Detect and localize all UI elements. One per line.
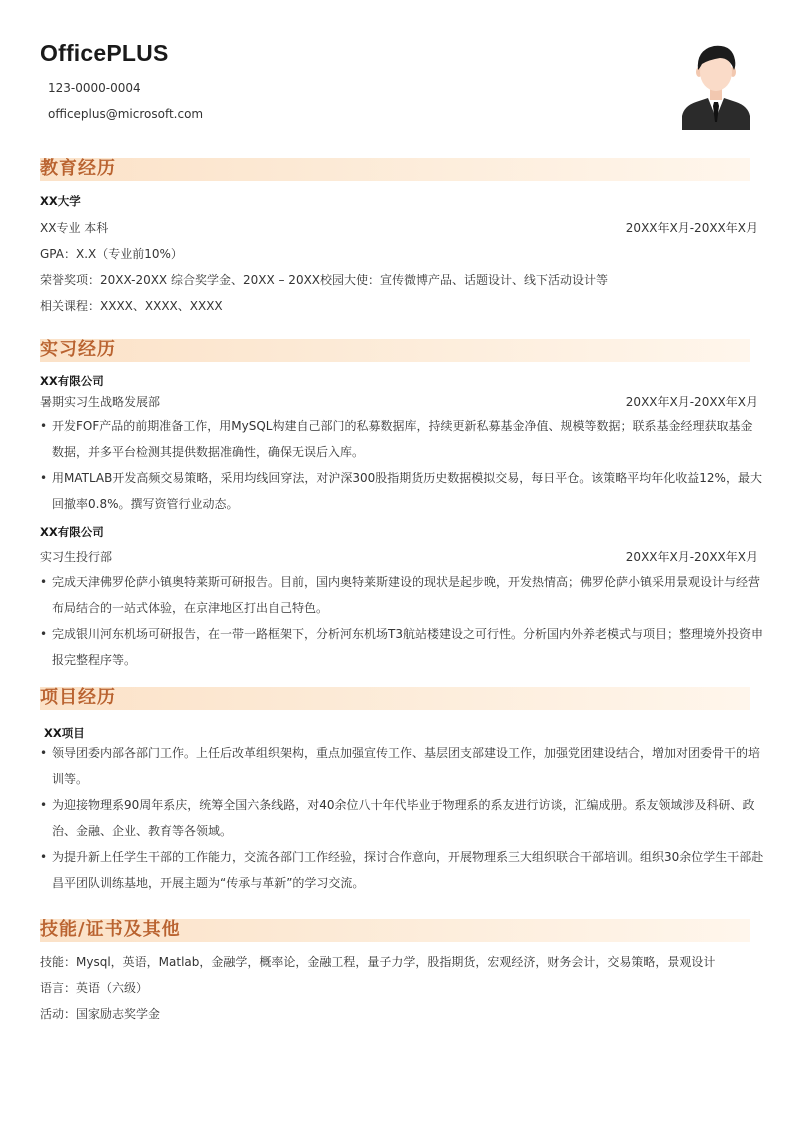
internship-section-title: 实习经历 [40, 339, 116, 360]
honors-line: 荣誉奖项：20XX-20XX 综合奖学金、20XX – 20XX校园大使：宣传微博产品、话题设计、线下活动设计等 [40, 273, 609, 287]
courses-line: 相关课程：XXXX、XXXX、XXXX [40, 299, 223, 313]
bullet-text: 为迎接物理系90周年系庆，统筹全国六条线路，对40余位八十年代毕业于物理系的系友进行访谈，汇编成册。系友领域涉及科研、政治、金融、企业、教育等各领域。 [52, 798, 755, 838]
job-role: 暑期实习生战略发展部 [40, 395, 161, 409]
job-bullet [40, 621, 764, 673]
project-bullet [40, 844, 764, 896]
bullet-dot: • [40, 627, 48, 641]
job-bullet [40, 569, 764, 621]
skills-section-title: 技能/证书及其他 [40, 919, 181, 940]
education-section-title: 教育经历 [40, 158, 116, 179]
phone-number: 123-0000-0004 [48, 81, 141, 95]
job-bullet [40, 465, 764, 517]
bullet-dot: • [40, 575, 48, 589]
school-name: XX大学 [40, 194, 81, 208]
activities-line: 活动：国家励志奖学金 [40, 1007, 161, 1021]
bullet-dot: • [40, 419, 48, 433]
skills-line: 技能：Mysql，英语，Matlab，金融学，概率论，金融工程，量子力学，股指期货，宏观经济，财务会计，交易策略，景观设计 [40, 955, 716, 969]
bullet-text: 完成银川河东机场可研报告，在一带一路框架下，分析河东机场T3航站楼建设之可行性。分析国内外养老模式与项目；整理境外投资申报完整程序等。 [52, 627, 763, 667]
bullet-text: 开发FOF产品的前期准备工作，用MySQL构建自己部门的私募数据库，持续更新私募基金净值、规模等数据；联系基金经理获取基金数据，并多平台检测其提供数据准确性，确保无误后入库。 [52, 419, 753, 459]
language-line: 语言：英语（六级） [40, 981, 149, 995]
bullet-text: 用MATLAB开发高频交易策略，采用均线回穿法，对沪深300股指期货历史数据模拟交易，每日平仓。该策略平均年化收益12%，最大回撤率0.8%。撰写资管行业动态。 [52, 471, 762, 511]
projects-section-title: 项目经历 [40, 687, 116, 708]
company-name: XX有限公司 [40, 374, 104, 388]
education-date: 20XX年X月-20XX年X月 [625, 221, 758, 235]
job-date: 20XX年X月-20XX年X月 [625, 395, 758, 409]
bullet-dot: • [40, 798, 48, 812]
project-bullet [40, 740, 764, 792]
email-address: officeplus@microsoft.com [48, 107, 204, 121]
job-bullet [40, 413, 764, 465]
bullet-dot: • [40, 471, 48, 485]
education-section-header [40, 158, 750, 181]
project-bullet [40, 792, 764, 844]
bullet-text: 领导团委内部各部门工作。上任后改革组织架构，重点加强宣传工作、基层团支部建设工作，加强党团建设结合，增加对团委骨干的培训等。 [52, 746, 761, 786]
bullet-text: 完成天津佛罗伦萨小镇奥特莱斯可研报告。目前，国内奥特莱斯建设的现状是起步晚，开发热情高；佛罗伦萨小镇采用景观设计与经营布局结合的一站式体验，在京津地区打出自己特色。 [52, 575, 761, 615]
internship-section-header [40, 339, 750, 362]
bullet-dot: • [40, 746, 48, 760]
projects-section-header [40, 687, 750, 710]
gpa-line: GPA：X.X（专业前10%） [40, 247, 183, 261]
major-degree: XX专业 本科 [40, 221, 109, 235]
bullet-text: 为提升新上任学生干部的工作能力，交流各部门工作经验，探讨合作意向，开展物理系三大组织联合干部培训。组织30余位学生干部赴昌平团队训练基地，开展主题为“传承与革新”的学习交流。 [52, 850, 764, 890]
person-avatar-icon [682, 42, 750, 130]
job-role: 实习生投行部 [40, 550, 113, 564]
person-name: OfficePLUS [40, 40, 169, 66]
project-name: XX项目 [44, 726, 85, 740]
job-date: 20XX年X月-20XX年X月 [625, 550, 758, 564]
company-name: XX有限公司 [40, 525, 104, 539]
skills-section-header [40, 919, 750, 942]
bullet-dot: • [40, 850, 48, 864]
